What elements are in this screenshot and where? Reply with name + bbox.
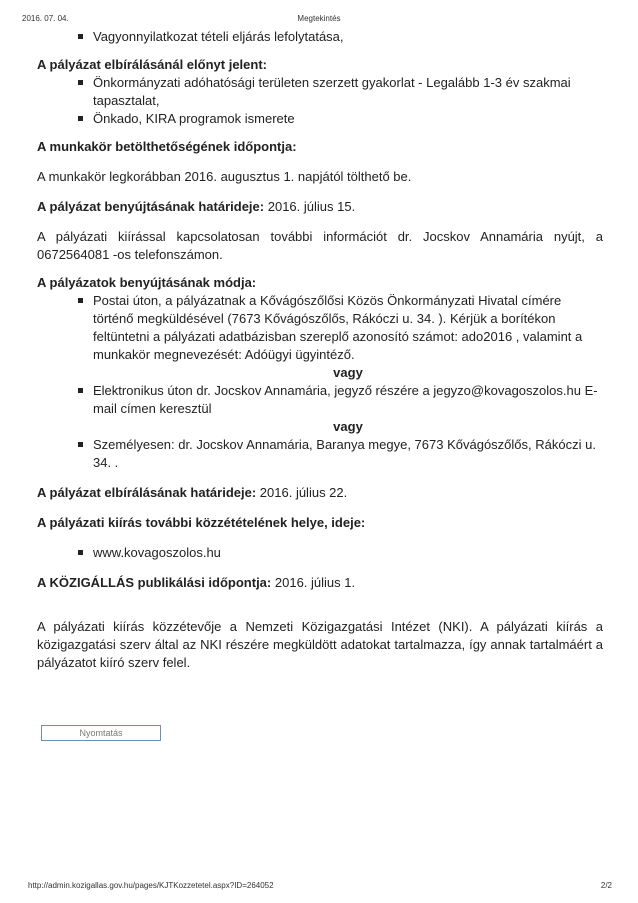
kozigallas-label: A KÖZIGÁLLÁS publikálási időpontja: (37, 575, 272, 590)
list-item: Személyesen: dr. Jocskov Annamária, Baranya megye, 7673 Kővágószőlős, Rákóczi u. 34. . (37, 436, 603, 472)
print-title: Megtekintés (297, 14, 341, 23)
advantage-heading: A pályázat elbírálásánál előnyt jelent: (37, 57, 267, 72)
or-separator: vagy (333, 365, 363, 380)
deadline-label: A pályázat benyújtásának határideje: (37, 199, 265, 214)
print-date: 2016. 07. 04. (22, 14, 69, 23)
list-item: Önkormányzati adóhatósági területen szerzett gyakorlat - Legalább 1-3 év szakmai tapasztalat, (37, 74, 603, 110)
list-item: Vagyonnyilatkozat tételi eljárás lefolytatása, (37, 28, 603, 46)
list-item: Postai úton, a pályázatnak a Kővágószőlősi Közös Önkormányzati Hivatal címére történő megküldésével (7673 Kővágószőlős, Rákóczi u. 34. ). Kérjük a borítékon feltüntetni a pályázati adatbázisban szereplő azonosító számot: ado2016 , valamint a munkakör megnevezését: Adóügyi ügyintéző. (37, 292, 603, 364)
info-text: A pályázati kiírással kapcsolatosan további információt dr. Jocskov Annamária nyújt, a 0672564081 -os telefonszámon. (37, 229, 603, 262)
list-item: Elektronikus úton dr. Jocskov Annamária, jegyző részére a jegyzo@kovagoszolos.hu E-mail címen keresztül (37, 382, 603, 418)
evaluation-deadline-value: 2016. július 22. (259, 485, 348, 500)
disclaimer-text: A pályázati kiírás közzétevője a Nemzeti Közigazgatási Intézet (NKI). A pályázati kiírás a közigazgatási szerv által az NKI részére megküldött adatokat tartalmazza, így annak tartalmáért a pályázatot kiíró szerv felel. (37, 619, 603, 670)
kozigallas-value: 2016. július 1. (274, 575, 356, 590)
publication-place-heading: A pályázati kiírás további közzétételének helye, ideje: (37, 515, 366, 530)
evaluation-deadline-label: A pályázat elbírálásának határideje: (37, 485, 257, 500)
submission-list (37, 292, 603, 472)
print-header (0, 14, 638, 26)
print-button[interactable]: Nyomtatás (41, 725, 161, 741)
list-item: www.kovagoszolos.hu (37, 544, 603, 562)
list-item: Önkado, KIRA programok ismerete (37, 110, 603, 128)
advantage-list (37, 74, 603, 128)
or-separator: vagy (333, 419, 363, 434)
job-posting-content (37, 28, 603, 672)
submission-heading: A pályázatok benyújtásának módja: (37, 275, 257, 290)
print-footer (0, 881, 638, 893)
procedure-list (37, 28, 603, 46)
deadline-value: 2016. július 15. (267, 199, 356, 214)
page-number: 2/2 (600, 881, 612, 890)
fill-date-heading: A munkakör betölthetőségének időpontja: (37, 139, 297, 154)
evaluation-deadline-line (37, 484, 603, 502)
publication-place-list (37, 544, 603, 562)
page-url: http://admin.kozigallas.gov.hu/pages/KJTKozzetetel.aspx?ID=264052 (28, 881, 274, 890)
kozigallas-line (37, 574, 603, 592)
fill-date-text: A munkakör legkorábban 2016. augusztus 1. napjától tölthető be. (37, 169, 412, 184)
deadline-line (37, 198, 603, 216)
